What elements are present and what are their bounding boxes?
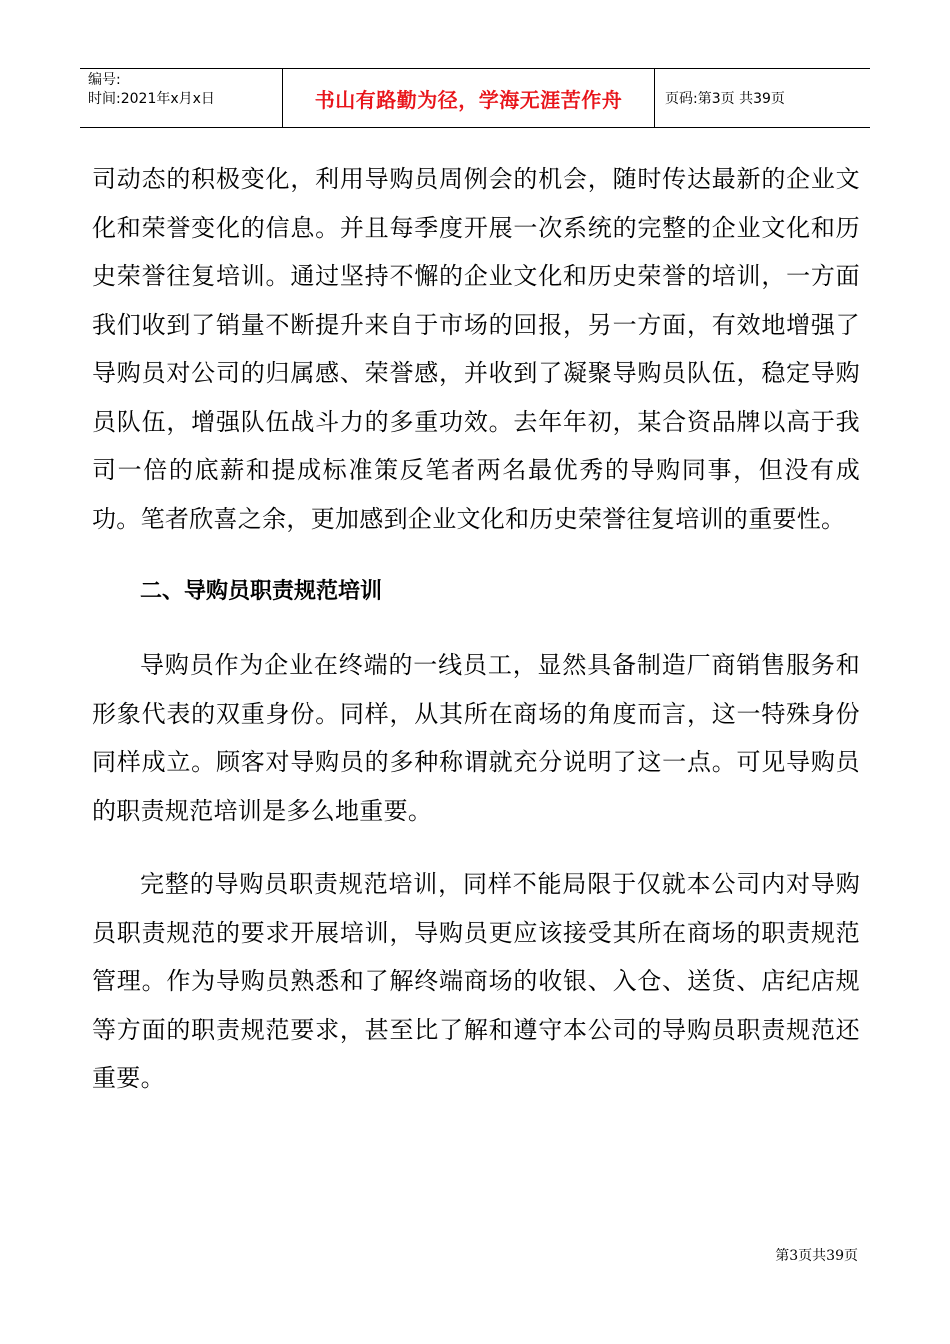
section-heading: 二、导购员职责规范培训 xyxy=(140,579,383,604)
body-paragraph-3: 完整的导购员职责规范培训，同样不能局限于仅就本公司内对导购员职责规范的要求开展培训，导购员更应该接受其所在商场的职责规范管理。作为导购员熟悉和了解终端商场的收银、入仓、送货、店纪店规等方面的职责规范要求，甚至比了解和遵守本公司的导购员职责规范还重要。 xyxy=(92,870,860,1092)
page-footer-number: 第3页共39页 xyxy=(775,1248,858,1264)
paragraph-spacer xyxy=(92,543,860,568)
body-paragraph-2: 导购员作为企业在终端的一线员工，显然具备制造厂商销售服务和形象代表的双重身份。同样，从其所在商场的角度而言，这一特殊身份同样成立。顾客对导购员的多种称谓就充分说明了这一点。可见导购员的职责规范培训是多么地重要。 xyxy=(92,651,860,825)
document-time-label: 时间:2021年x月x日 xyxy=(88,91,215,107)
page-header xyxy=(80,68,870,128)
page-body xyxy=(92,155,860,1103)
header-motto: 书山有路勤为径，学海无涯苦作舟 xyxy=(283,69,655,127)
header-page-info: 页码:第3页 共39页 xyxy=(665,91,785,107)
paragraph-spacer xyxy=(92,835,860,860)
header-meta xyxy=(80,69,283,127)
document-number-label: 编号: xyxy=(88,72,121,88)
body-paragraph-1: 司动态的积极变化，利用导购员周例会的机会，随时传达最新的企业文化和荣誉变化的信息。并且每季度开展一次系统的完整的企业文化和历史荣誉往复培训。通过坚持不懈的企业文化和历史荣誉的培训，一方面我们收到了销量不断提升来自于市场的回报，另一方面，有效地增强了导购员对公司的归属感、荣誉感，并收到了凝聚导购员队伍，稳定导购员队伍，增强队伍战斗力的多重功效。去年年初，某合资品牌以高于我司一倍的底薪和提成标准策反笔者两名最优秀的导购同事，但没有成功。笔者欣喜之余，更加感到企业文化和历史荣誉往复培训的重要性。 xyxy=(92,165,860,533)
paragraph-spacer xyxy=(92,616,860,641)
